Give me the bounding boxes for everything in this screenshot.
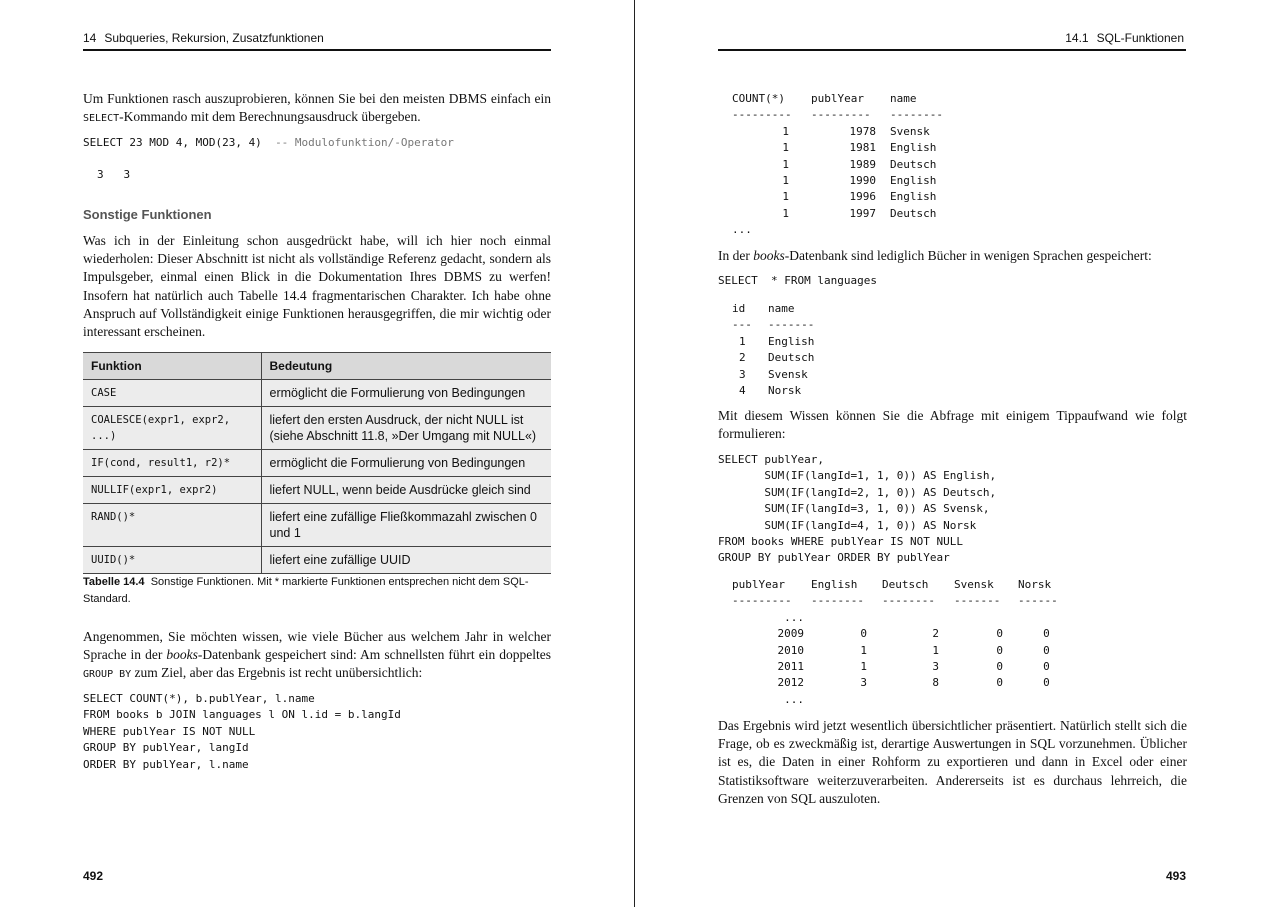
table-row: [732, 383, 814, 399]
running-header-left: [83, 31, 324, 45]
paragraph-formulate: Mit diesem Wissen können Sie die Abfrage mit einigem Tippaufwand wie folgt formulieren:: [718, 408, 1187, 442]
result-cell: 1989: [849, 157, 876, 171]
result-header: Deutsch: [882, 578, 929, 591]
table-row: [83, 450, 551, 477]
book-spine: [634, 0, 635, 907]
result-cell: 1: [782, 124, 789, 138]
result-cell: 1: [782, 174, 789, 188]
table-cell-meaning: ermöglicht die Formulierung von Bedingungen: [261, 450, 551, 477]
table-row: [732, 610, 1058, 626]
table-row: [83, 380, 551, 407]
section-title: SQL-Funktionen: [1096, 31, 1184, 45]
table-row: [732, 675, 1058, 691]
paragraph-languages: [718, 247, 1187, 265]
code-modulo-comment: -- Modulofunktion/-Operator: [275, 136, 454, 149]
result-cell: English: [890, 190, 937, 204]
result-header: publYear: [811, 92, 864, 105]
chapter-title: Subqueries, Rekursion, Zusatzfunktionen: [104, 31, 324, 45]
result-cell: 3: [932, 660, 939, 674]
result-cell: 1996: [849, 190, 876, 204]
left-page: [0, 0, 634, 907]
result-cell: English: [890, 174, 937, 188]
result-table-pivot: [732, 577, 1058, 708]
result-header: publYear: [732, 578, 785, 591]
intro-keyword: SELECT: [83, 113, 120, 125]
table-row: [732, 692, 1058, 708]
result-header: Svensk: [954, 578, 994, 591]
table-row: [83, 407, 551, 450]
table-row: [732, 140, 943, 156]
result-cell: 1: [782, 157, 789, 171]
result-cell: 1: [739, 334, 746, 348]
table-cell-meaning: liefert NULL, wenn beide Ausdrücke gleich sind: [261, 477, 551, 504]
table-cell-function: IF(cond, result1, r2)*: [83, 450, 261, 477]
result-cell: 0: [860, 627, 867, 641]
result-rule: -------: [954, 594, 1001, 608]
result-cell: 2009: [777, 627, 804, 641]
paragraph-functions-intro: Was ich in der Einleitung schon ausgedrückt habe, will ich hier noch einmal wiederholen: Dieser Abschnitt ist nicht als vollständige Referenz gedacht, sondern als Impulsgeber, einmal einen Blick in die Dokumentation Ihres DBMS zu werfen! Insofern hat natürlich auch Tabelle 14.4 fragmentarischen Charakter. Ich habe ohne Anspruch auf Vollständigkeit einige Funktionen herausgegriffen, die mir wichtig oder interessant erscheinen.: [83, 233, 551, 340]
result-rule: -------: [768, 318, 815, 332]
result-cell: 0: [996, 676, 1003, 690]
table-header-row: [732, 577, 1058, 593]
result-cell: 3: [860, 676, 867, 690]
result-cell: 2010: [777, 643, 804, 657]
table-cell-meaning: ermöglicht die Formulierung von Bedingungen: [261, 380, 551, 407]
result-cell: 1990: [849, 174, 876, 188]
result-rule: ---: [732, 318, 752, 332]
result-rule: --------: [811, 594, 864, 608]
table-row: [732, 206, 943, 222]
result-ellipsis: ...: [784, 610, 804, 624]
table-cell-function: UUID()*: [83, 547, 261, 574]
result-cell: 0: [1043, 660, 1050, 674]
table-row: [732, 157, 943, 173]
para3-keyword: GROUP BY: [83, 669, 132, 681]
page-number-right: 493: [1165, 869, 1186, 883]
result-cell: 8: [932, 676, 939, 690]
table-row: [732, 367, 814, 383]
page-number-left: 492: [83, 869, 104, 883]
result-rule: ---------: [732, 594, 792, 608]
table-row: [732, 124, 943, 140]
result-cell: 1: [860, 643, 867, 657]
code-block-pivot-query: SELECT publYear, SUM(IF(langId=1, 1, 0)) AS English, SUM(IF(langId=2, 1, 0)) AS Deutsch, SUM(IF(langId=3, 1, 0)) AS Svensk, SUM(IF(langId=4, 1, 0)) AS Norsk FROM books WHERE publYear IS NOT NULL GROUP BY publYear ORDER BY publYear: [718, 453, 997, 565]
result-table-count: [732, 91, 943, 239]
header-rule-right: [718, 49, 1186, 51]
result-cell: 1997: [849, 206, 876, 220]
result-cell: Svensk: [890, 124, 930, 138]
result-header: COUNT(*): [732, 92, 785, 105]
result-cell: 2011: [777, 660, 804, 674]
table-row: [83, 547, 551, 574]
result-rule: --------: [890, 108, 943, 122]
table-cell-function: COALESCE(expr1, expr2, ...): [83, 407, 261, 450]
table-row: [732, 643, 1058, 659]
caption-label: Tabelle 14.4: [83, 576, 145, 588]
para3-text-c: zum Ziel, aber das Ergebnis ist recht unübersichtlich:: [131, 665, 423, 681]
code-modulo-output: 3 3: [97, 168, 131, 181]
section-number: 14.1: [1065, 31, 1089, 45]
result-header: id: [732, 302, 746, 315]
result-cell: English: [890, 141, 937, 155]
paragraph-conclusion: Das Ergebnis wird jetzt wesentlich übersichtlicher präsentiert. Natürlich stellt sich die Frage, ob es zweckmäßig ist, derartige Auswertungen in SQL vorzunehmen. Üblicher ist es, die Daten in einer Rohform zu exportieren und dann in Excel oder einer Statistiksoftware weiterzuverarbeiten. Andererseits ist es durchaus lehrreich, die Grenzen von SQL auszuloten.: [718, 718, 1187, 806]
result-cell: 0: [1043, 643, 1050, 657]
result-cell: 4: [739, 384, 746, 398]
result-cell: 1: [932, 643, 939, 657]
table-row: [732, 350, 814, 366]
result-cell: Deutsch: [768, 351, 815, 365]
table-row: [732, 626, 1058, 642]
table-row: [732, 334, 814, 350]
table-rule-row: [732, 317, 814, 333]
section-subheading: Sonstige Funktionen: [83, 207, 212, 222]
text1-b: -Datenbank sind lediglich Bücher in wenigen Sprachen gespeichert:: [784, 248, 1152, 263]
result-cell: 2: [739, 351, 746, 365]
right-page: [636, 0, 1270, 907]
result-ellipsis: ...: [732, 223, 752, 237]
result-header: name: [890, 92, 917, 105]
table-rule-row: [732, 107, 943, 123]
result-cell: 0: [996, 627, 1003, 641]
table-header-function: Funktion: [83, 353, 261, 380]
table-cell-function: RAND()*: [83, 504, 261, 547]
code-modulo-sql: SELECT 23 MOD 4, MOD(23, 4): [83, 136, 262, 149]
table-row: [83, 477, 551, 504]
result-header: name: [768, 302, 795, 315]
table-cell-meaning: liefert eine zufällige UUID: [261, 547, 551, 574]
result-cell: 1: [860, 660, 867, 674]
header-rule-left: [83, 49, 551, 51]
table-header-row: [732, 91, 943, 107]
functions-table: [83, 352, 551, 574]
result-cell: English: [768, 334, 815, 348]
result-cell: 1978: [849, 124, 876, 138]
running-header-right: [1065, 31, 1184, 45]
result-cell: 1: [782, 206, 789, 220]
table-cell-function: CASE: [83, 380, 261, 407]
table-row: [732, 659, 1058, 675]
result-cell: 1: [782, 141, 789, 155]
result-cell: 0: [1043, 627, 1050, 641]
table-cell-meaning: liefert den ersten Ausdruck, der nicht NULL ist (siehe Abschnitt 11.8, »Der Umgang mit NULL«): [261, 407, 551, 450]
result-table-languages: [732, 301, 814, 399]
intro-text-a: Um Funktionen rasch auszuprobieren, können Sie bei den meisten DBMS einfach ein: [83, 91, 551, 106]
text1-emphasis: books: [753, 248, 785, 263]
table-caption: [83, 574, 551, 608]
result-ellipsis: ...: [784, 692, 804, 706]
table-header-meaning: Bedeutung: [261, 353, 551, 380]
para3-emphasis: books: [166, 647, 198, 663]
table-row: [732, 222, 943, 238]
result-rule: ------: [1018, 594, 1058, 608]
paragraph-group-by: [83, 628, 551, 685]
intro-text-b: -Kommando mit dem Berechnungsausdruck übergeben.: [119, 109, 421, 125]
result-header: English: [811, 578, 858, 591]
result-rule: ---------: [811, 108, 871, 122]
table-row: [732, 173, 943, 189]
table-cell-meaning: liefert eine zufällige Fließkommazahl zwischen 0 und 1: [261, 504, 551, 547]
result-cell: 0: [996, 643, 1003, 657]
chapter-number: 14: [83, 31, 97, 45]
caption-text: Sonstige Funktionen. Mit * markierte Funktionen entsprechen nicht dem SQL-Standard.: [83, 576, 529, 605]
result-cell: Deutsch: [890, 206, 937, 220]
code-select-languages: SELECT * FROM languages: [718, 274, 877, 287]
result-cell: 0: [1043, 676, 1050, 690]
result-cell: Norsk: [768, 384, 802, 398]
table-header-row: [732, 301, 814, 317]
result-cell: 1: [782, 190, 789, 204]
table-rule-row: [732, 593, 1058, 609]
result-rule: --------: [882, 594, 935, 608]
table-row: [732, 189, 943, 205]
result-cell: 2012: [777, 676, 804, 690]
code-block-count-query: SELECT COUNT(*), b.publYear, l.name FROM books b JOIN languages l ON l.id = b.langId WHERE publYear IS NOT NULL GROUP BY publYear, langId ORDER BY publYear, l.name: [83, 692, 401, 771]
result-cell: Deutsch: [890, 157, 937, 171]
result-cell: 3: [739, 367, 746, 381]
para3-text-b: -Datenbank gespeichert sind: Am schnellsten führt ein doppeltes: [197, 647, 551, 663]
intro-paragraph: [83, 90, 551, 128]
result-cell: 2: [932, 627, 939, 641]
result-cell: 0: [996, 660, 1003, 674]
table-row: [83, 504, 551, 547]
result-cell: 1981: [849, 141, 876, 155]
code-block-modulo: [83, 135, 454, 151]
para3-text-a: Angenommen, Sie möchten wissen, wie viele Bücher aus welchem Jahr in welcher Sprache in der: [83, 629, 551, 663]
table-cell-function: NULLIF(expr1, expr2): [83, 477, 261, 504]
table-header-row: [83, 353, 551, 380]
result-rule: ---------: [732, 108, 792, 122]
result-header: Norsk: [1018, 578, 1052, 591]
result-cell: Svensk: [768, 367, 808, 381]
text1-a: In der: [718, 248, 754, 263]
